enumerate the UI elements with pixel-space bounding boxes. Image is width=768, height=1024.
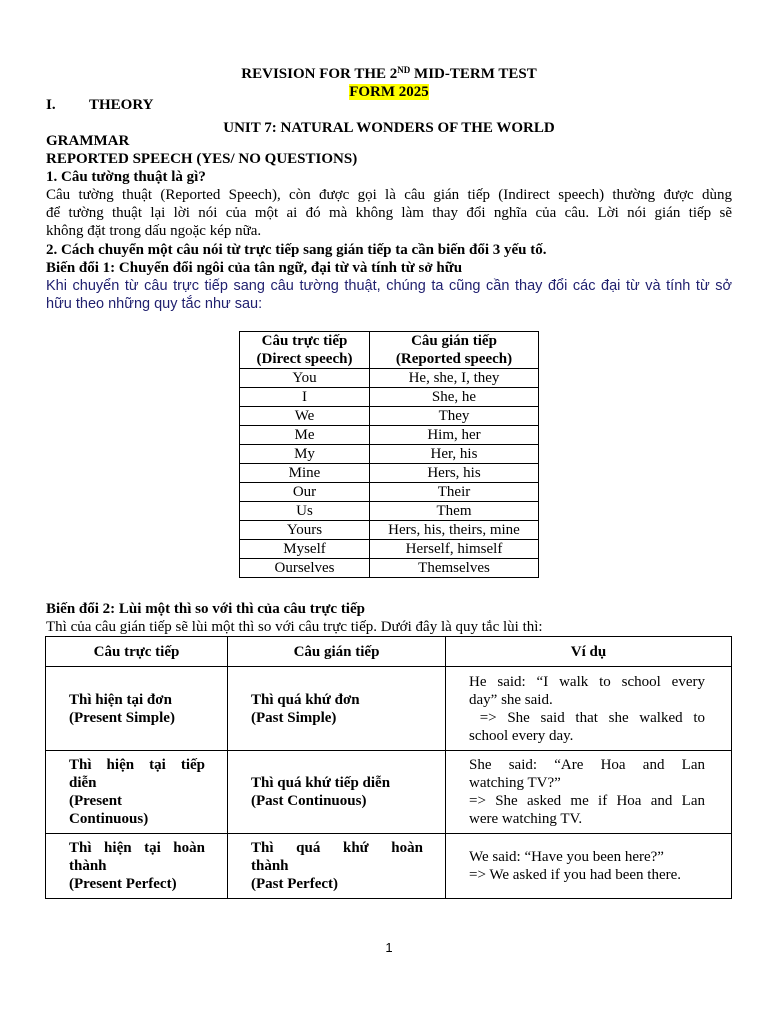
direct-cell: Ourselves [240, 559, 370, 578]
tense-header-example: Ví dụ [446, 637, 732, 667]
direct-tense-line: (Present Perfect) [69, 876, 177, 892]
direct-tense-line: Thì hiện tại tiếp [69, 757, 205, 773]
reported-cell: They [370, 407, 539, 426]
tense-table [45, 636, 732, 899]
table-row [46, 667, 732, 751]
definition-line-1: Câu tường thuật (Reported Speech), còn được gọi là câu gián tiếp (Indirect speech) thường được dùng [46, 187, 732, 203]
example-line: day” she said. [469, 691, 553, 708]
direct-tense-line: Continuous) [69, 811, 149, 827]
direct-tense-line: thành [69, 858, 107, 874]
grammar-heading: GRAMMAR [46, 133, 130, 149]
change-2-heading: Biến đổi 2: Lùi một thì so với thì của câu trực tiếp [46, 601, 365, 617]
reported-cell: Hers, his [370, 464, 539, 483]
document-title [0, 65, 768, 83]
tense-header-reported: Câu gián tiếp [228, 637, 446, 667]
direct-tense-line: Thì hiện tại đơn [69, 691, 172, 708]
header-direct-line-2: (Direct speech) [256, 351, 353, 367]
direct-cell: Our [240, 483, 370, 502]
example-cell [446, 834, 732, 899]
reported-tense-line: (Past Continuous) [251, 793, 367, 809]
table-row [46, 834, 732, 899]
pronoun-table-header [240, 332, 539, 369]
table-row [240, 521, 539, 540]
example-cell [446, 667, 732, 751]
direct-cell: Us [240, 502, 370, 521]
topic-heading: REPORTED SPEECH (YES/ NO QUESTIONS) [46, 151, 358, 167]
change-1-text-line-2: hữu theo những quy tắc như sau: [46, 296, 263, 312]
reported-tense-line: Thì quá khứ tiếp diễn [251, 775, 391, 791]
table-row [240, 559, 539, 578]
tense-header-direct: Câu trực tiếp [46, 637, 228, 667]
example-cell [446, 751, 732, 834]
title-text: REVISION FOR THE 2 [241, 66, 398, 82]
question-2-heading: 2. Cách chuyển một câu nói từ trực tiếp sang gián tiếp ta cần biến đổi 3 yếu tố. [46, 242, 547, 258]
direct-tense-cell [46, 667, 228, 751]
title-text-suffix: MID-TERM TEST [410, 66, 537, 82]
section-heading [46, 96, 154, 114]
header-direct-line-1: Câu trực tiếp [261, 333, 348, 349]
direct-cell: Mine [240, 464, 370, 483]
header-reported [370, 332, 539, 369]
table-row [240, 407, 539, 426]
reported-cell: He, she, I, they [370, 369, 539, 388]
example-line: => She asked me if Hoa and Lan [469, 793, 705, 809]
direct-cell: Myself [240, 540, 370, 559]
table-row [240, 464, 539, 483]
definition-line-3: không đặt trong dấu ngoặc kép nữa. [46, 223, 262, 239]
table-row [240, 388, 539, 407]
example-line: We said: “Have you been here?” [469, 849, 664, 865]
reported-cell: Her, his [370, 445, 539, 464]
header-direct [240, 332, 370, 369]
example-line: She said: “Are Hoa and Lan [469, 757, 705, 773]
change-1-text-line-1: Khi chuyển từ câu trực tiếp sang câu tường thuật, chúng ta cũng cần thay đổi các đại từ và tính từ sở [46, 278, 732, 294]
tense-table-header [46, 637, 732, 667]
form-highlight: FORM 2025 [349, 84, 429, 100]
example-line: school every day. [469, 727, 574, 744]
header-reported-line-2: (Reported speech) [395, 351, 513, 367]
direct-cell: I [240, 388, 370, 407]
table-row [240, 483, 539, 502]
direct-tense-line: diễn [69, 775, 97, 791]
reported-tense-line: thành [251, 858, 289, 874]
reported-cell: Him, her [370, 426, 539, 445]
direct-tense-line: (Present Simple) [69, 709, 175, 726]
direct-tense-cell [46, 751, 228, 834]
table-row [240, 426, 539, 445]
direct-cell: Yours [240, 521, 370, 540]
example-line: watching TV?” [469, 775, 561, 791]
example-line: He said: “I walk to school every [469, 673, 705, 690]
example-line: were watching TV. [469, 811, 583, 827]
direct-tense-line: (Present [69, 793, 123, 809]
table-row [240, 502, 539, 521]
reported-cell: Themselves [370, 559, 539, 578]
reported-tense-line: Thì quá khứ hoàn [251, 840, 423, 856]
direct-tense-cell [46, 834, 228, 899]
section-number: I. [46, 97, 56, 113]
direct-cell: You [240, 369, 370, 388]
table-row [240, 540, 539, 559]
reported-cell: Herself, himself [370, 540, 539, 559]
reported-tense-cell [228, 751, 446, 834]
reported-tense-cell [228, 667, 446, 751]
reported-tense-line: (Past Simple) [251, 709, 337, 726]
title-superscript: ND [397, 65, 411, 75]
direct-cell: Me [240, 426, 370, 445]
table-row [240, 369, 539, 388]
reported-tense-cell [228, 834, 446, 899]
page-number: 1 [385, 940, 393, 955]
definition-line-2: để tường thuật lại lời nói của một ai đó mà không làm thay đổi nghĩa của câu. Lời nói gián tiếp sẽ [46, 205, 732, 221]
table-row [240, 445, 539, 464]
change-1-heading: Biến đổi 1: Chuyển đổi ngôi của tân ngữ, đại từ và tính từ sở hữu [46, 260, 463, 276]
reported-cell: Hers, his, theirs, mine [370, 521, 539, 540]
reported-cell: She, he [370, 388, 539, 407]
reported-cell: Them [370, 502, 539, 521]
example-line: => We asked if you had been there. [469, 867, 682, 883]
reported-cell: Their [370, 483, 539, 502]
unit-title: UNIT 7: NATURAL WONDERS OF THE WORLD [223, 120, 555, 136]
direct-cell: My [240, 445, 370, 464]
question-1-heading: 1. Câu tường thuật là gì? [46, 169, 206, 185]
section-title: THEORY [89, 97, 154, 113]
change-2-text: Thì của câu gián tiếp sẽ lùi một thì so với câu trực tiếp. Dưới đây là quy tắc lùi thì: [46, 619, 543, 635]
example-line: => She said that she walked to [469, 709, 705, 726]
reported-tense-line: Thì quá khứ đơn [251, 691, 360, 708]
direct-cell: We [240, 407, 370, 426]
reported-tense-line: (Past Perfect) [251, 876, 339, 892]
pronoun-table [239, 331, 539, 578]
header-reported-line-1: Câu gián tiếp [411, 333, 497, 349]
direct-tense-line: Thì hiện tại hoàn [69, 840, 205, 856]
table-row [46, 751, 732, 834]
